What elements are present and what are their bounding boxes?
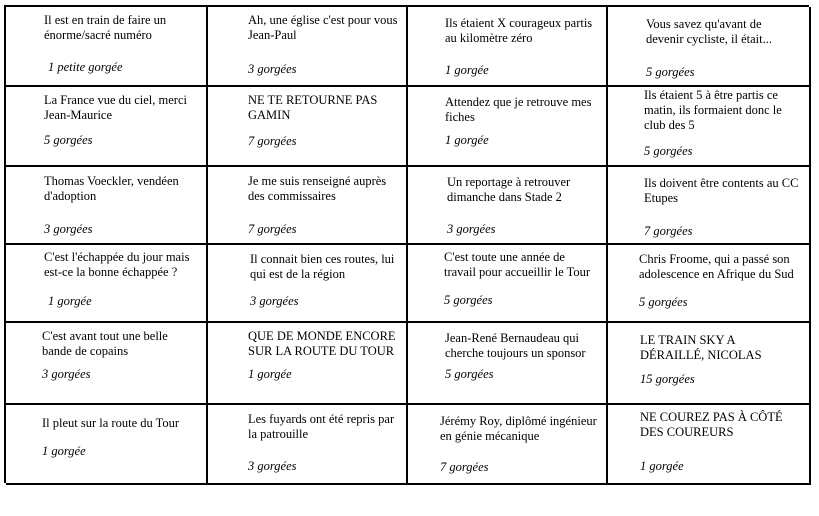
cell-phrase: Ils étaient 5 à être partis ce matin, ils formaient donc le club des 5 [644,88,782,132]
table-cell [408,405,608,485]
table-cell [6,167,208,245]
cell-phrase: Chris Froome, qui a passé son adolescence en Afrique du Sud [639,252,794,281]
cell-phrase: Thomas Voeckler, vendéen d'adoption [44,174,179,203]
cell-gorgees: 5 gorgées [445,367,494,381]
cell-gorgees: 1 gorgée [445,63,489,77]
cell-gorgees: 7 gorgées [248,134,297,148]
table-cell [408,245,608,323]
cell-gorgees: 3 gorgées [447,222,496,236]
cell-gorgees: 5 gorgées [444,293,493,307]
cell-gorgees: 3 gorgées [248,459,297,473]
cell-phrase: NE COUREZ PAS À CÔTÉ DES COUREURS [640,410,783,439]
table-cell [6,87,208,167]
cell-gorgees: 15 gorgées [640,372,695,386]
cell-gorgees: 1 gorgée [248,367,292,381]
table-cell [608,167,811,245]
table-cell [6,7,208,87]
cell-phrase: Vous savez qu'avant de devenir cycliste, il était... [646,17,772,46]
cell-gorgees: 1 petite gorgée [48,60,123,74]
cell-phrase: NE TE RETOURNE PAS GAMIN [248,93,378,122]
table-cell [6,323,208,405]
cell-phrase: C'est l'échappée du jour mais est-ce la bonne échappée ? [44,250,190,279]
table-cell [408,323,608,405]
cell-gorgees: 1 gorgée [445,133,489,147]
table-cell [6,405,208,485]
table-cell [408,7,608,87]
cell-gorgees: 5 gorgées [44,133,93,147]
cell-phrase: Il connait bien ces routes, lui qui est de la région [250,252,395,281]
cell-gorgees: 3 gorgées [250,294,299,308]
cell-gorgees: 3 gorgées [44,222,93,236]
cell-phrase: Il est en train de faire un énorme/sacré numéro [44,13,167,42]
cell-gorgees: 7 gorgées [644,224,693,238]
table-cell [208,7,408,87]
table-cell [608,323,811,405]
cell-phrase: Les fuyards ont été repris par la patrouille [248,412,395,441]
cell-phrase: Ils étaient X courageux partis au kilomètre zéro [445,16,593,45]
cell-phrase: Je me suis renseigné auprès des commissaires [248,174,387,203]
table-cell [208,323,408,405]
cell-gorgees: 3 gorgées [248,62,297,76]
table-cell [208,87,408,167]
cell-gorgees: 1 gorgée [48,294,92,308]
cell-phrase: LE TRAIN SKY A DÉRAILLÉ, NICOLAS [640,333,762,362]
table-cell [608,7,811,87]
cell-gorgees: 5 gorgées [644,144,693,158]
cell-phrase: Attendez que je retrouve mes fiches [445,95,592,124]
cell-gorgees: 3 gorgées [42,367,91,381]
cell-gorgees: 5 gorgées [639,295,688,309]
cell-phrase: Jérémy Roy, diplômé ingénieur en génie mécanique [440,414,597,443]
cell-gorgees: 7 gorgées [248,222,297,236]
table-cell [208,245,408,323]
cell-gorgees: 1 gorgée [42,444,86,458]
table-cell [208,405,408,485]
cell-phrase: Ils doivent être contents au CC Etupes [644,176,799,205]
cell-gorgees: 7 gorgées [440,460,489,474]
cell-gorgees: 1 gorgée [640,459,684,473]
cell-phrase: QUE DE MONDE ENCORE SUR LA ROUTE DU TOUR [248,329,396,358]
table-cell [208,167,408,245]
cell-phrase: Ah, une église c'est pour vous Jean-Paul [248,13,398,42]
table-cell [408,167,608,245]
table-cell [608,405,811,485]
cell-phrase: Un reportage à retrouver dimanche dans Stade 2 [447,175,571,204]
cell-phrase: C'est toute une année de travail pour accueillir le Tour [444,250,591,279]
drinking-game-table [4,5,809,483]
table-cell [6,245,208,323]
table-cell [608,245,811,323]
table-cell [608,87,811,167]
cell-phrase: Il pleut sur la route du Tour [42,416,180,430]
cell-phrase: La France vue du ciel, merci Jean-Maurice [44,93,187,122]
cell-phrase: Jean-René Bernaudeau qui cherche toujours un sponsor [445,331,586,360]
cell-phrase: C'est avant tout une belle bande de copains [42,329,168,358]
cell-gorgees: 5 gorgées [646,65,695,79]
table-cell [408,87,608,167]
